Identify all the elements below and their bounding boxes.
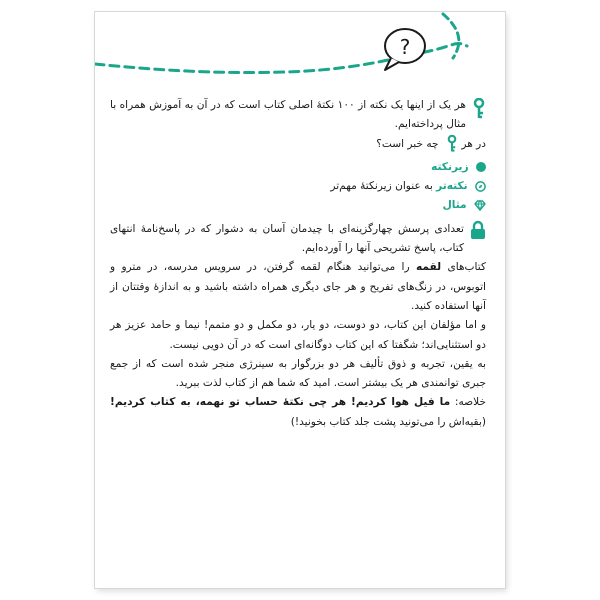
subtip-label: زیرنکته: [431, 160, 469, 173]
paragraph-1: [110, 220, 486, 259]
intro-text: هر یک از اینها یک نکته از ۱۰۰ نکتهٔ اصلی کتاب است که در آن به آموزش همراه با مثال پرداخته‌ایم.: [110, 99, 466, 131]
paragraph-5: [110, 393, 486, 432]
dot-icon: [476, 162, 486, 172]
paragraph-2-bold: لقمه: [415, 261, 442, 274]
paragraph-5-end: (بقیه‌اش را می‌تونید پشت جلد کتاب بخونید!): [290, 415, 486, 428]
legend-subtip: [110, 158, 486, 177]
paragraph-2-start: کتاب‌های: [447, 261, 486, 274]
question-bubble-icon: [375, 20, 435, 80]
legend-tipplus: [110, 177, 486, 196]
intro-paragraph: [110, 96, 486, 135]
question-tail: چه خبر است؟: [376, 137, 439, 150]
svg-text:?: ?: [399, 35, 411, 59]
paragraph-5-label: خلاصه:: [454, 396, 486, 409]
compass-icon: [475, 181, 486, 192]
key-icon: [446, 135, 458, 153]
paragraph-3: و اما مؤلفان این کتاب، دو دوست، دو یار، دو مکمل و دو متمم! نیما و حامد عزیز هر دو استثنایی‌اند؛ شگفتا که این کتاب دوگانه‌ای است که در آن دویی نیست.: [110, 319, 486, 351]
lock-icon: [470, 220, 486, 240]
example-label: مثال: [442, 199, 467, 212]
question-text: در هر: [461, 137, 486, 150]
paragraph-1-text: تعدادی پرسش چهارگزینه‌ای با چیدمان آسان به دشوار که در پاسخ‌نامهٔ انتهای کتاب، پاسخ تشریحی آنها را آورده‌ایم.: [110, 222, 464, 255]
paragraph-5-bold: ما فیل هوا کردیم! هر چی نکتهٔ حساب تو نهمه، به کتاب کردیم!: [110, 396, 451, 409]
legend-example: [110, 196, 486, 215]
paragraph-2-end: را می‌توانید هنگام لقمه گرفتن، در سرویس مدرسه، در مترو و اتوبوس، در زنگ‌های تفریح و هر جای دیگری همراه داشته باشید و به اندازهٔ وقتتان از آنها استفاده کنید.: [110, 261, 486, 312]
dashed-curve-decoration: [435, 12, 475, 62]
diamond-icon: [474, 200, 486, 211]
paragraph-4: به یقین، تجربه و ذوق تألیف هر دو بزرگوار به سینرژی منجر شده است که از جمع جبری توانمندی هر یک بیشتر است. امید که شما هم از کتاب لذت ببرید.: [110, 357, 486, 390]
question-line: [110, 135, 486, 154]
key-icon: [472, 98, 486, 120]
tipplus-label: نکته‌تر: [436, 180, 468, 193]
tipplus-desc: به عنوان زیرنکتهٔ مهم‌تر: [330, 180, 433, 193]
paragraph-2: [110, 258, 486, 316]
page-text: [110, 96, 486, 432]
